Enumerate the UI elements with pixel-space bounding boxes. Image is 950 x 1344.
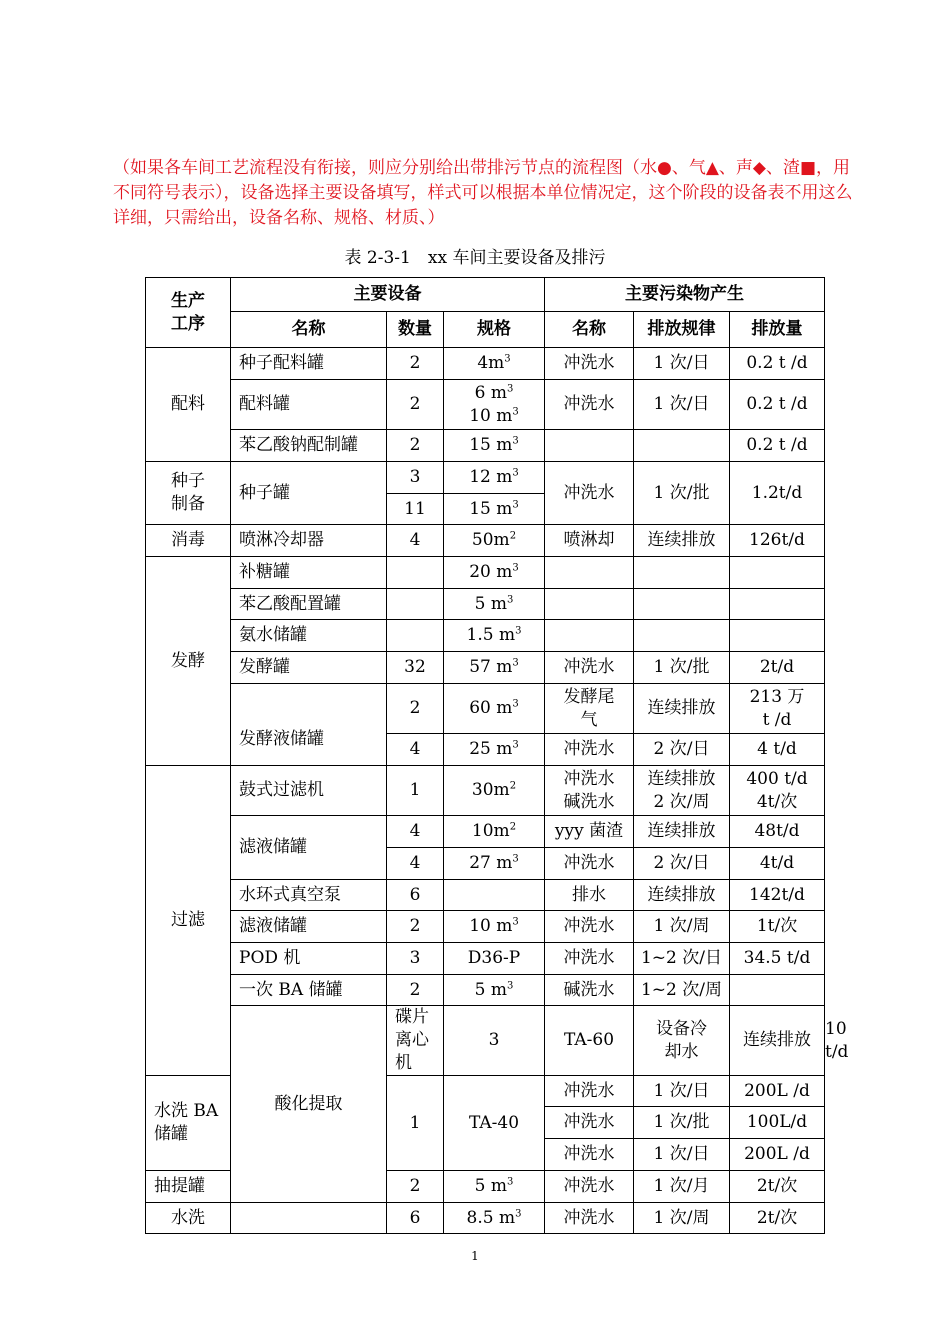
equipment-spec: 5 $m^3$ [444,975,545,1006]
equipment-qty [387,557,444,589]
discharge-amount: 0.2 t /d [730,430,825,462]
pollutant-name: 冲洗水 [545,1107,634,1139]
equipment-name: 氨水储罐 [231,620,387,652]
equipment-qty: 2 [387,911,444,943]
equipment-name: 补糖罐 [231,557,387,589]
equipment-qty: 2 [387,380,444,430]
discharge-amount: 4t/d [730,848,825,880]
discharge-amount: 100L/d [730,1107,825,1139]
equipment-name: 发酵液储罐 [231,684,387,766]
equipment-spec: 60 $m^3$ [444,684,545,734]
equipment-qty: 2 [387,348,444,380]
header-amount: 排放量 [730,312,825,348]
table-row [146,462,825,494]
discharge-amount: 200L /d [730,1076,825,1107]
discharge-amount: 2t/d [730,652,825,684]
pollutant-name: 冲洗水 [545,943,634,975]
discharge-rule [634,589,730,620]
header-rule: 排放规律 [634,312,730,348]
discharge-rule: 1 次/批 [634,1107,730,1139]
header-spec: 规格 [444,312,545,348]
stage-cell: 发酵 [146,557,231,766]
discharge-rule [634,620,730,652]
pollutant-name: 冲洗水 [545,911,634,943]
subheader-row [146,312,825,348]
equipment-name: 水洗 BA 储罐 [146,1076,231,1171]
discharge-rule: 1 次/周 [634,1203,730,1234]
equipment-qty: 2 [387,1171,444,1203]
table-row [146,652,825,684]
table-row [146,766,825,816]
pollutant-name: 冲洗水 [545,462,634,525]
discharge-rule: 连续排放 [634,816,730,848]
pollutant-name: 喷淋却 [545,525,634,557]
header-name: 名称 [231,312,387,348]
equipment-qty: 2 [387,975,444,1006]
equipment-spec: $30m^2$ [444,766,545,816]
equipment-name: 滤液储罐 [231,911,387,943]
equipment-spec [444,880,545,911]
table-row [146,620,825,652]
equipment-name: 鼓式过滤机 [231,766,387,816]
discharge-amount: 4 t/d [730,734,825,766]
equipment-spec: 12 $m^3$ [444,462,545,494]
discharge-amount [730,975,825,1006]
pollutant-name: 发酵尾气 [545,684,634,734]
pollutant-name: 碱洗水 [545,975,634,1006]
pollutant-name: 冲洗水 [545,1203,634,1234]
equipment-spec: $50m^2$ [444,525,545,557]
table-row [146,684,825,734]
equipment-name: 苯乙酸配置罐 [231,589,387,620]
discharge-rule: 2 次/日 [634,734,730,766]
table-caption: 表 2-3-1 xx 车间主要设备及排污 [344,248,606,268]
discharge-amount: 1t/次 [730,911,825,943]
discharge-rule: 连续排放 2 次/周 [634,766,730,816]
equipment-qty: 4 [387,848,444,880]
pollutant-name: 冲洗水 [545,1171,634,1203]
equipment-spec: 57 $m^3$ [444,652,545,684]
equipment-qty: 3 [444,1006,545,1076]
discharge-rule [634,557,730,589]
equipment-qty: 4 [387,816,444,848]
equipment-qty: 2 [387,684,444,734]
table-row [146,1203,825,1234]
discharge-rule: 1 次/日 [634,1139,730,1171]
equipment-qty: 3 [387,943,444,975]
equipment-spec: 20 $m^3$ [444,557,545,589]
equipment-qty: 6 [387,1203,444,1234]
discharge-amount [730,557,825,589]
discharge-amount: 34.5 t/d [730,943,825,975]
stage-cell: 配料 [146,348,231,462]
header-pname: 名称 [545,312,634,348]
instruction-note: （如果各车间工艺流程没有衔接，则应分别给出带排污节点的流程图（水●、气▲、声◆、渣■，用不同符号表示），设备选择主要设备填写，样式可以根据本单位情况定，这个阶段的设备表不用这么详细，只需给出，设备名称、规格、材质、） [113,158,853,228]
equipment-spec: 25 $m^3$ [444,734,545,766]
equipment-spec: 15 $m^3$ [444,494,545,525]
table-row [146,880,825,911]
table-row [146,816,825,848]
discharge-amount [730,589,825,620]
equipment-name: 发酵罐 [231,652,387,684]
discharge-rule: 1 次/批 [634,462,730,525]
equipment-name: 喷淋冷却器 [231,525,387,557]
discharge-rule: 1 次/月 [634,1171,730,1203]
pollutant-name: 冲洗水 碱洗水 [545,766,634,816]
equipment-name [231,1203,387,1234]
table-row: 酸化提取 碟片离心机 3 TA-60 设备冷却水 连续排放 10 t/d [146,1006,825,1076]
discharge-rule: 1 次/日 [634,1076,730,1107]
pollutant-name: 冲洗水 [545,380,634,430]
equipment-spec: 5 $m^3$ [444,1171,545,1203]
discharge-amount: 400 t/d 4t/次 [730,766,825,816]
header-process: 生产工序 [146,278,231,348]
discharge-rule: 1~2 次/日 [634,943,730,975]
table-row [146,348,825,380]
discharge-rule: 连续排放 [634,880,730,911]
table-row [146,380,825,430]
discharge-rule: 1 次/批 [634,652,730,684]
discharge-amount: 1.2t/d [730,462,825,525]
equipment-qty: 1 [387,766,444,816]
equipment-spec: 6 $m^3$ 10 $m^3$ [444,380,545,430]
discharge-amount [730,620,825,652]
equipment-qty: 3 [387,462,444,494]
stage-cell: 酸化提取 [231,1006,387,1203]
equipment-qty [387,589,444,620]
page-number: 1 [471,1249,479,1263]
table-row [146,589,825,620]
equipment-name: 配料罐 [231,380,387,430]
discharge-amount: 200L /d [730,1139,825,1171]
pollutant-name [545,557,634,589]
equipment-spec: 1.5 $m^3$ [444,620,545,652]
discharge-amount: 0.2 t /d [730,380,825,430]
discharge-rule: 连续排放 [634,525,730,557]
equipment-name: POD 机 [231,943,387,975]
table-row [146,975,825,1006]
discharge-amount: 126t/d [730,525,825,557]
pollutant-name: 冲洗水 [545,1076,634,1107]
equipment-spec: TA-60 [545,1006,634,1076]
discharge-rule: 1~2 次/周 [634,975,730,1006]
equipment-name: 抽提罐 [146,1171,231,1203]
pollutant-name: 设备冷却水 [634,1006,730,1076]
discharge-rule: 连续排放 [634,684,730,734]
discharge-rule: 1 次/周 [634,911,730,943]
equipment-qty: 4 [387,525,444,557]
equipment-spec: 5 $m^3$ [444,589,545,620]
table-row [146,525,825,557]
discharge-amount: 48t/d [730,816,825,848]
pollutant-name: 排水 [545,880,634,911]
header-equipment: 主要设备 [231,278,545,312]
equipment-name: 种子罐 [231,462,387,525]
equipment-spec: 10 $m^3$ [444,911,545,943]
equipment-spec: TA-40 [444,1076,545,1171]
discharge-rule: 1 次/日 [634,380,730,430]
equipment-spec: $4m^3$ [444,348,545,380]
pollutant-name: 冲洗水 [545,348,634,380]
equipment-qty: 1 [387,1076,444,1171]
discharge-amount: 2t/次 [730,1171,825,1203]
discharge-amount: 0.2 t /d [730,348,825,380]
discharge-amount: 2t/次 [730,1203,825,1234]
table-row [146,557,825,589]
equipment-name: 水环式真空泵 [231,880,387,911]
discharge-amount: 142t/d [730,880,825,911]
equipment-spec: 8.5 $m^3$ [444,1203,545,1234]
pollutant-name: yyy 菌渣 [545,816,634,848]
discharge-rule [634,430,730,462]
pollutant-name [545,620,634,652]
equipment-qty: 6 [387,880,444,911]
equipment-table [145,277,849,1234]
stage-cell: 种子制备 [146,462,231,525]
equipment-spec: $10m^2$ [444,816,545,848]
equipment-spec: 15 $m^3$ [444,430,545,462]
pollutant-name: 冲洗水 [545,848,634,880]
equipment-name: 一次 BA 储罐 [231,975,387,1006]
pollutant-name: 冲洗水 [545,734,634,766]
equipment-qty: 11 [387,494,444,525]
stage-cell: 过滤 [146,766,231,1076]
stage-cell: 水洗 [146,1203,231,1234]
discharge-rule: 2 次/日 [634,848,730,880]
equipment-name: 滤液储罐 [231,816,387,880]
header-row [146,278,825,312]
equipment-qty: 4 [387,734,444,766]
pollutant-name [545,589,634,620]
stage-cell: 消毒 [146,525,231,557]
pollutant-name: 冲洗水 [545,1139,634,1171]
equipment-spec: 27 $m^3$ [444,848,545,880]
equipment-name: 苯乙酸钠配制罐 [231,430,387,462]
pollutant-name: 冲洗水 [545,652,634,684]
table-row [146,943,825,975]
header-qty: 数量 [387,312,444,348]
equipment-qty: 2 [387,430,444,462]
discharge-amount: 213 万 t /d [730,684,825,734]
equipment-name: 种子配料罐 [231,348,387,380]
table-row [146,430,825,462]
equipment-spec: D36-P [444,943,545,975]
table-row [146,911,825,943]
discharge-rule: 连续排放 [730,1006,825,1076]
discharge-rule: 1 次/日 [634,348,730,380]
equipment-name: 碟片离心机 [387,1006,444,1076]
equipment-qty [387,620,444,652]
header-pollutant: 主要污染物产生 [545,278,825,312]
equipment-qty: 32 [387,652,444,684]
pollutant-name [545,430,634,462]
